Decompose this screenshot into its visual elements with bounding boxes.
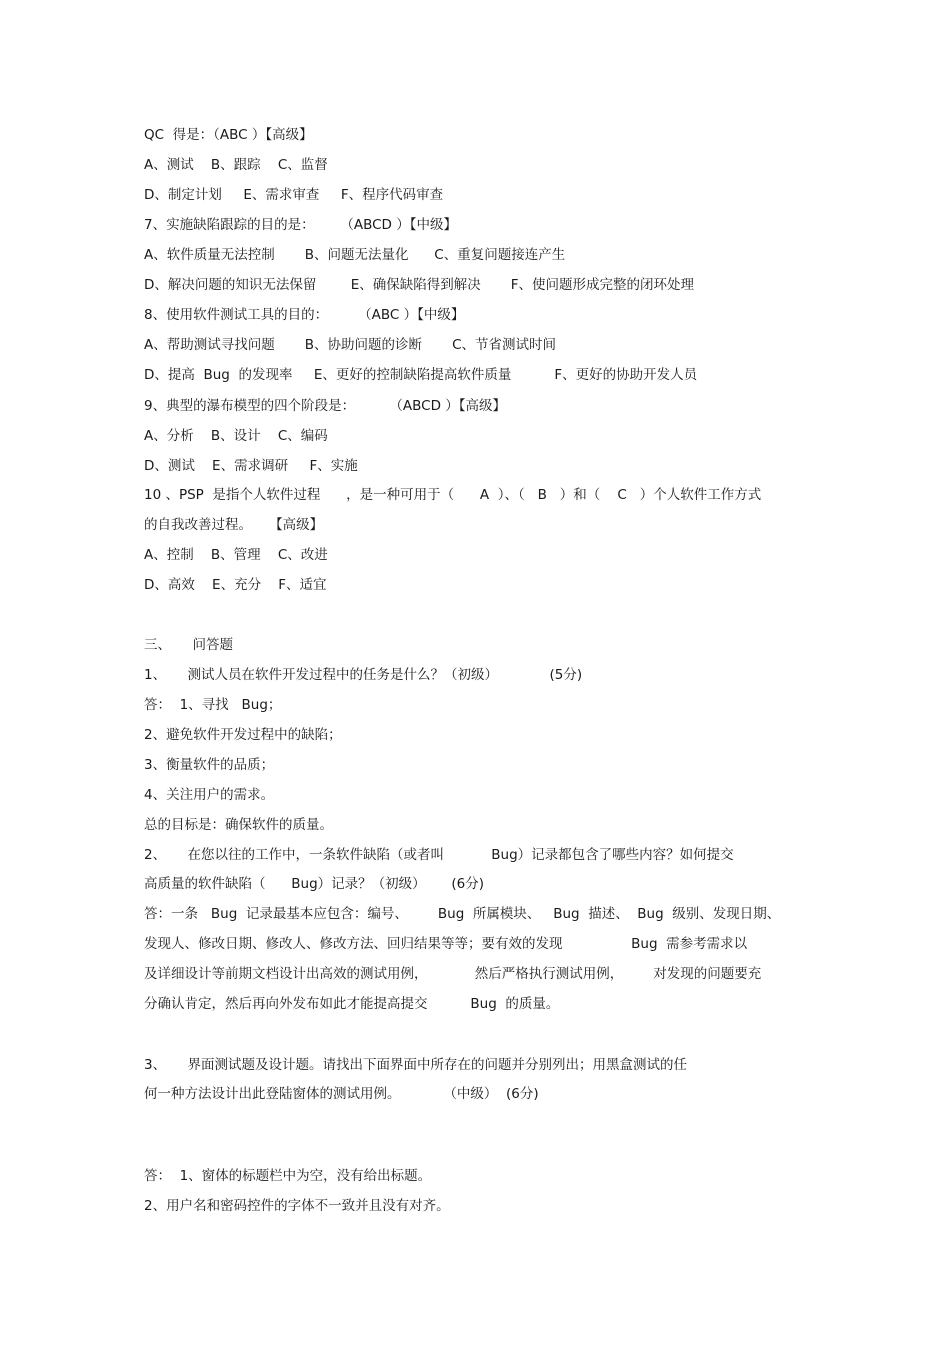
text-line: 发现人、修改日期、修改人、修改方法、回归结果等等；要有效的发现 Bug 需参考需求以: [144, 936, 748, 952]
text-line: D、测试 E、需求调研 F、实施: [144, 458, 358, 474]
text-line: D、解决问题的知识无法保留 E、确保缺陷得到解决 F、使问题形成完整的闭环处理: [144, 277, 695, 293]
text-line: D、制定计划 E、需求审查 F、程序代码审查: [144, 187, 444, 203]
text-line: QC 得是：（ABC ）【高级】: [144, 127, 313, 143]
text-line: D、提高 Bug 的发现率 E、更好的控制缺陷提高软件质量 F、更好的协助开发人员: [144, 367, 698, 383]
text-line: 3、衡量软件的品质；: [144, 757, 275, 773]
text-line: 高质量的软件缺陷（ Bug）记录？（初级） (6分): [144, 876, 485, 892]
text-line: 答： 1、窗体的标题栏中为空，没有给出标题。: [144, 1168, 432, 1184]
text-line: 2、避免软件开发过程中的缺陷；: [144, 727, 342, 743]
text-line: 9、典型的瀑布模型的四个阶段是： （ABCD ）【高级】: [144, 398, 507, 414]
text-line: 分确认肯定，然后再向外发布如此才能提高提交 Bug 的质量。: [144, 996, 560, 1012]
text-line: 10 、PSP 是指个人软件过程 ，是一种可用于（ A ）、（ B ）和（ C ）个人软件工作方式: [144, 487, 762, 503]
text-line: 4、关注用户的需求。: [144, 787, 275, 803]
text-line: A、控制 B、管理 C、改进: [144, 547, 328, 563]
text-line: 及详细设计等前期文档设计出高效的测试用例， 然后严格执行测试用例， 对发现的问题要充: [144, 966, 762, 982]
text-line: 2、用户名和密码控件的字体不一致并且没有对齐。: [144, 1198, 450, 1214]
text-line: A、帮助测试寻找问题 B、协助问题的诊断 C、节省测试时间: [144, 337, 556, 353]
text-line: A、分析 B、设计 C、编码: [144, 428, 328, 444]
text-line: D、高效 E、充分 F、适宜: [144, 577, 327, 593]
text-line: 的自我改善过程。 【高级】: [144, 517, 324, 533]
text-line: 3、 界面测试题及设计题。请找出下面界面中所存在的问题并分别列出；用黑盒测试的任: [144, 1057, 688, 1073]
text-line: 答：一条 Bug 记录最基本应包含：编号、 Bug 所属模块、 Bug 描述、 Bug 级别、发现日期、: [144, 906, 781, 922]
text-line: 答： 1、寻找 Bug；: [144, 697, 282, 713]
text-line: A、测试 B、跟踪 C、监督: [144, 157, 328, 173]
section-heading: 三、 问答题: [144, 637, 233, 653]
text-line: 总的目标是：确保软件的质量。: [144, 817, 333, 833]
text-line: 7、实施缺陷跟踪的目的是： （ABCD ）【中级】: [144, 217, 457, 233]
text-line: 8、使用软件测试工具的目的： （ABC ）【中级】: [144, 307, 465, 323]
text-line: 2、 在您以往的工作中，一条软件缺陷（或者叫 Bug）记录都包含了哪些内容？如何提交: [144, 847, 734, 863]
text-line: 何一种方法设计出此登陆窗体的测试用例。 （中级） (6分): [144, 1086, 539, 1102]
text-line: A、软件质量无法控制 B、问题无法量化 C、重复问题接连产生: [144, 247, 566, 263]
text-line: 1、 测试人员在软件开发过程中的任务是什么？（初级） (5分): [144, 667, 583, 683]
